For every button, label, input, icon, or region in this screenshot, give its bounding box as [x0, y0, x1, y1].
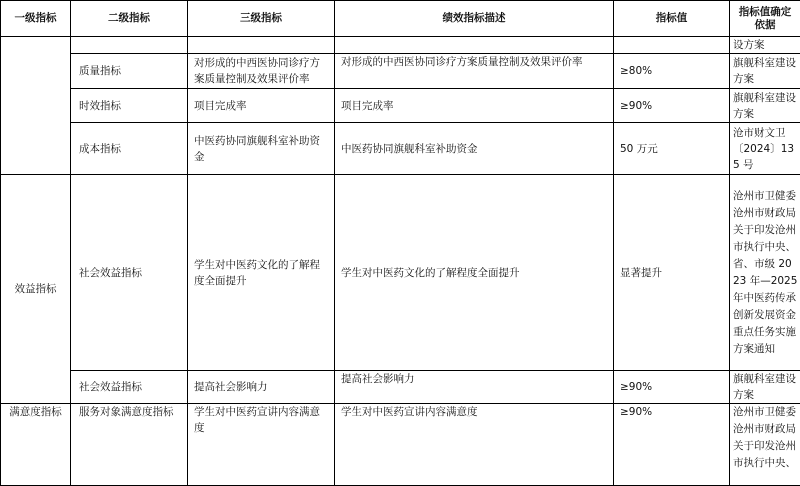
header-level3: 三级指标: [188, 1, 335, 37]
cell-basis: 沧市财文卫〔2024〕135 号: [730, 123, 800, 175]
cell-level3: 提高社会影响力: [188, 371, 335, 404]
table-row: [1, 123, 800, 175]
cell-level3: 项目完成率: [188, 89, 335, 123]
table-row: [1, 371, 800, 404]
cell-basis: 旗舰科室建设方案: [730, 54, 800, 89]
cell-level3: 对形成的中西医协同诊疗方案质量控制及效果评价率: [188, 54, 335, 89]
table-row: [1, 175, 800, 371]
cell-level2: 时效指标: [71, 89, 188, 123]
cell-value: ≥90%: [614, 371, 730, 404]
cell-value: 显著提升: [614, 175, 730, 371]
cell-level2: 成本指标: [71, 123, 188, 175]
table-header-row: [1, 1, 800, 37]
cell-level3: [188, 37, 335, 54]
cell-basis: 旗舰科室建设方案: [730, 371, 800, 404]
cell-level2: 社会效益指标: [71, 371, 188, 404]
header-level1: 一级指标: [1, 1, 71, 37]
header-level2: 二级指标: [71, 1, 188, 37]
table-row: [1, 404, 800, 486]
cell-level1-continued: [1, 37, 71, 175]
cell-value: 50 万元: [614, 123, 730, 175]
cell-description: 中医药协同旗舰科室补助资金: [335, 123, 614, 175]
header-value: 指标值: [614, 1, 730, 37]
cell-basis: 沧州市卫健委沧州市财政局关于印发沧州市执行中央、: [730, 404, 800, 486]
table-row: [1, 37, 800, 54]
cell-description: [335, 37, 614, 54]
cell-value: ≥90%: [614, 404, 730, 486]
header-basis: 指标值确定依据: [730, 1, 800, 37]
cell-description: 学生对中医药宣讲内容满意度: [335, 404, 614, 486]
cell-value: [614, 37, 730, 54]
cell-basis: 设方案: [730, 37, 800, 54]
cell-value: ≥80%: [614, 54, 730, 89]
cell-basis: 旗舰科室建设方案: [730, 89, 800, 123]
cell-description: 学生对中医药文化的了解程度全面提升: [335, 175, 614, 371]
cell-value: ≥90%: [614, 89, 730, 123]
cell-description: 项目完成率: [335, 89, 614, 123]
cell-level2: 社会效益指标: [71, 175, 188, 371]
cell-level3: 学生对中医药宣讲内容满意度: [188, 404, 335, 486]
header-description: 绩效指标描述: [335, 1, 614, 37]
cell-description: 对形成的中西医协同诊疗方案质量控制及效果评价率: [335, 54, 614, 89]
cell-level2: 质量指标: [71, 54, 188, 89]
table-row: [1, 89, 800, 123]
cell-level3: 学生对中医药文化的了解程度全面提升: [188, 175, 335, 371]
cell-description: 提高社会影响力: [335, 371, 614, 404]
cell-level1: 效益指标: [1, 175, 71, 404]
cell-level1: 满意度指标: [1, 404, 71, 486]
table-row: [1, 54, 800, 89]
cell-level2: 服务对象满意度指标: [71, 404, 188, 486]
cell-level2: [71, 37, 188, 54]
cell-level3: 中医药协同旗舰科室补助资金: [188, 123, 335, 175]
cell-basis: 沧州市卫健委沧州市财政局关于印发沧州市执行中央、省、市级 2023 年—2025 年中医药传承创新发展资金重点任务实施方案通知: [730, 175, 800, 371]
